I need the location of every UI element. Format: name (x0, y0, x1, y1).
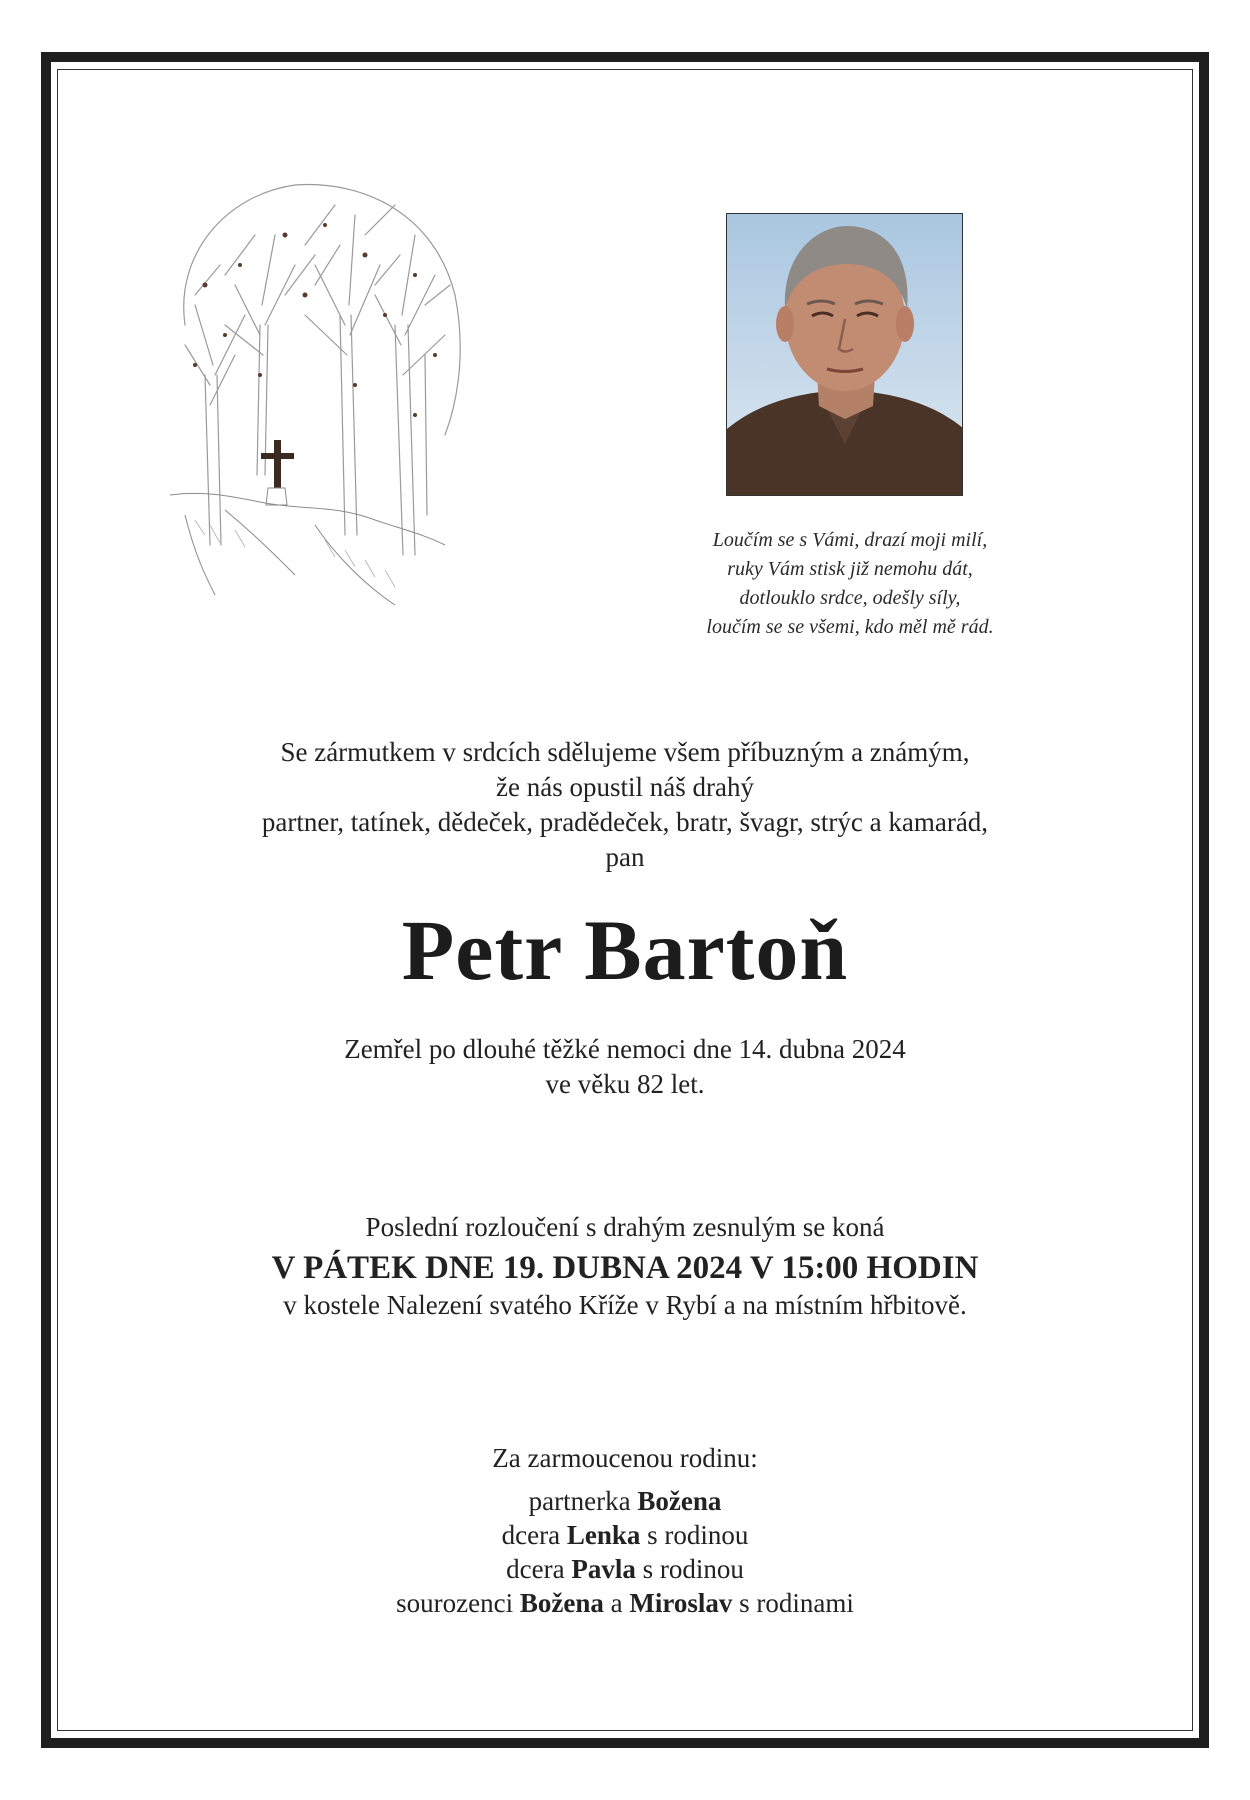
family-member (60, 1586, 1190, 1620)
member-suffix: s rodinou (640, 1520, 749, 1550)
family-member (60, 1484, 1190, 1518)
funeral-intro: Poslední rozloučení s drahým zesnulým se koná (365, 1212, 885, 1242)
member-suffix: s rodinou (635, 1554, 744, 1584)
poem-line: dotlouklo srdce, odešly síly, (739, 587, 961, 609)
member-relation: sourozenci (396, 1588, 520, 1618)
funeral-date-time: V PÁTEK DNE 19. DUBNA 2024 V 15:00 HODIN (271, 1250, 979, 1286)
farewell-poem (640, 526, 1060, 642)
death-info (60, 1032, 1190, 1102)
funeral-place: v kostele Nalezení svatého Kříže v Rybí a na místním hřbitově. (283, 1290, 967, 1320)
announcement-line: pan (605, 842, 645, 872)
member-name: Miroslav (629, 1588, 733, 1618)
announcement-text (60, 735, 1190, 875)
member-name: Božena (519, 1588, 604, 1618)
portrait-photo (726, 213, 963, 496)
member-relation: dcera (501, 1520, 567, 1550)
age-line: ve věku 82 let. (545, 1069, 705, 1099)
poem-line: loučím se se všemi, kdo měl mě rád. (706, 616, 994, 638)
deceased-name: Petr Bartoň (401, 902, 849, 998)
trees-with-cross-icon (165, 175, 475, 615)
member-name: Lenka (566, 1520, 641, 1550)
announcement-line: partner, tatínek, dědeček, pradědeček, bratr, švagr, strýc a kamarád, (261, 807, 989, 837)
member-name: Pavla (571, 1554, 636, 1584)
announcement-line: že nás opustil náš drahý (496, 772, 754, 802)
member-name: Božena (637, 1486, 722, 1516)
family-list (60, 1484, 1190, 1620)
family-heading: Za zarmoucenou rodinu: (492, 1443, 758, 1473)
portrait-icon (727, 214, 963, 496)
poem-line: ruky Vám stisk již nemohu dát, (727, 558, 973, 580)
family-member (60, 1518, 1190, 1552)
member-relation: partnerka (528, 1486, 638, 1516)
member-suffix: s rodinami (732, 1588, 854, 1618)
death-date-line: Zemřel po dlouhé těžké nemoci dne 14. dubna 2024 (344, 1034, 906, 1064)
poem-line: Loučím se s Vámi, drazí moji milí, (712, 529, 988, 551)
member-conjunction: a (603, 1588, 630, 1618)
announcement-line: Se zármutkem v srdcích sdělujeme všem příbuzným a známým, (280, 737, 970, 767)
family-member (60, 1552, 1190, 1586)
member-relation: dcera (506, 1554, 572, 1584)
